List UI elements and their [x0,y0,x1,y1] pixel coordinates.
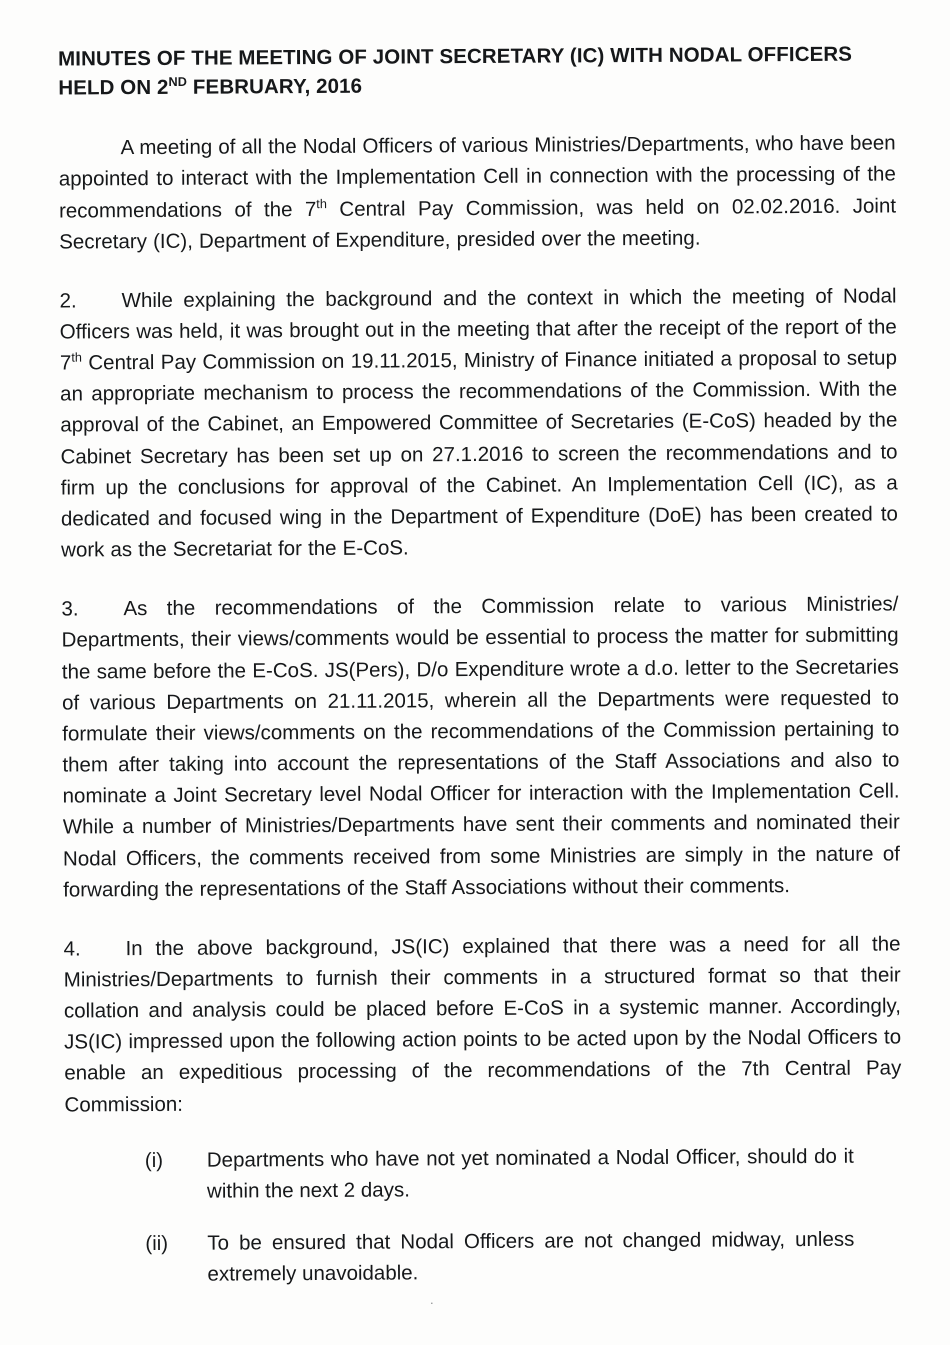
list-item [65,1141,902,1208]
paragraph-4-text-a: In the above background, JS(IC) explained that there was a need for all the Ministries/Departments to furnish their comments in a structured format so that their collation and analysis could be placed before E-CoS in a systemic manner. Accordingly, JS(IC) impressed upon the following action points to be acted upon by the Nodal Officers to enable an expeditious processing of the recommendations of the 7th Central Pay Commission: [63,932,902,1117]
list-item-marker: (ii) [145,1232,169,1256]
title-line-2-prefix: HELD ON 2 [58,75,169,100]
list-item [65,1225,902,1292]
paragraph-4 [63,928,901,1120]
paragraph-3-number: 3. [61,597,79,621]
paragraph-2 [59,280,898,566]
paragraph-4-number: 4. [63,937,81,961]
paragraph-1-text-a: A meeting of all the Nodal Officers of various Ministries/Departments, who have been appointed to interact with the Implementation Cell in connection with the processing of the recommendations of the 7 [58,131,896,223]
action-points-list [65,1141,903,1291]
paragraph-2-ordinal: th [71,349,82,365]
title-line-1: MINUTES OF THE MEETING OF JOINT SECRETARY (IC) WITH NODAL OFFICERS [58,42,853,71]
list-item-text: Departments who have not yet nominated a Nodal Officer, should do it within the next 2 days. [206,1144,854,1203]
scan-content [58,39,903,1291]
page-footer-mark: . [430,1292,434,1307]
paragraph-3 [61,589,900,906]
list-item-marker: (i) [144,1148,164,1172]
paragraph-1-ordinal: th [316,195,327,211]
list-item-text: To be ensured that Nodal Officers are not changed midway, unless extremely unavoidable. [207,1227,855,1286]
title-ordinal-suffix: ND [168,74,188,90]
paragraph-3-text-a: As the recommendations of the Commission relate to various Ministries/ Departments, their views/comments would be essential to process the matter for submitting the same before the E-CoS. JS(Pers), D/o Expenditure wrote a d.o. letter to the Secretaries of various Departments on 21.11.2015, wherein all the Departments were requested to formulate their views/comments on the recommendations of the Commission pertaining to them after taking into account the representations of the Staff Associations and also to nominate a Joint Secretary level Nodal Officer for interaction with the Implementation Cell. While a number of Ministries/Departments have sent their comments and nominated their Nodal Officers, the comments received from some Ministries are simply in the nature of forwarding the representations of the Staff Associations without their comments. [61,592,901,902]
paragraph-2-number: 2. [59,289,77,313]
paragraph-2-text-a: While explaining the background and the context in which the meeting of Nodal Officers was held, it was brought out in the meeting that after the receipt of the report of the 7 [59,284,897,375]
title-line-2-suffix: FEBRUARY, 2016 [187,74,363,99]
page-title [58,39,895,102]
paragraph-1 [59,128,897,258]
paragraph-2-text-b: Central Pay Commission on 19.11.2015, Ministry of Finance initiated a proposal to setup an appropriate mechanism to process the recommendations of the Commission. With the approval of the Cabinet, an Empowered Committee of Secretaries (E-CoS) headed by the Cabinet Secretary has been set up on 27.1.2016 to screen the recommendations and to firm up the conclusions for approval of the Cabinet. An Implementation Cell (IC), as a dedicated and focused wing in the Department of Expenditure (DoE) has been created to work as the Secretariat for the E-CoS. [60,346,898,562]
paragraph-1-text-b: Central Pay Commission, was held on 02.02.2016. Joint Secretary (IC), Department of Expenditure, presided over the meeting. [59,193,897,254]
